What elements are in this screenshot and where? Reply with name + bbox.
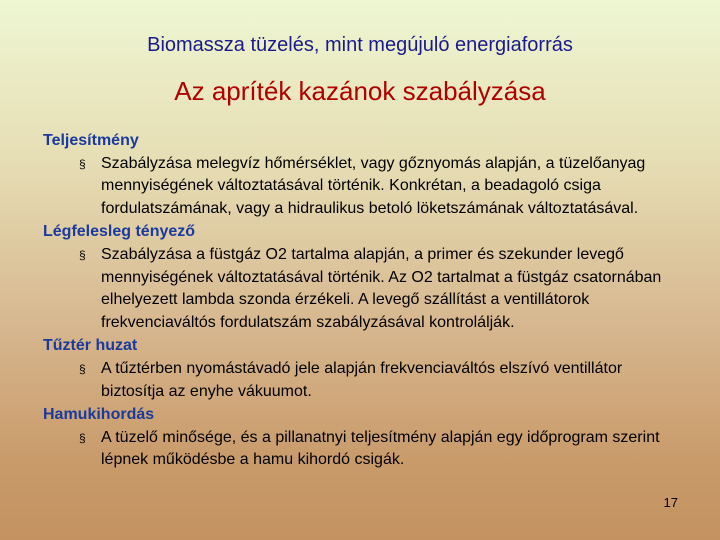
bullet-text: A tűztérben nyomástávadó jele alapján frekvenciaváltós elszívó ventillátor biztosítja az enyhe vákuumot. <box>101 359 623 400</box>
page-number: 17 <box>663 495 678 510</box>
bullet-item <box>43 358 683 403</box>
bullet-text: Szabályzása a füstgáz O2 tartalma alapján, a primer és szekunder levegő mennyiségének változtatásával történik. Az O2 tartalmat a füstgáz csatornában elhelyezett lambda szonda érzékeli. A levegő szállítást a ventillátorok frekvenciaváltós fordulatszám szabályzásával kontrolálják. <box>101 245 662 331</box>
bullet-item <box>43 153 683 221</box>
bullet-icon: § <box>79 247 86 262</box>
bullet-item <box>43 427 683 472</box>
slide-title: Az apríték kazánok szabályzása <box>174 76 546 106</box>
section-heading-legfelesleg: Légfelesleg tényező <box>43 223 196 241</box>
section-heading-hamukihordas: Hamukihordás <box>43 406 155 424</box>
bullet-icon: § <box>79 430 86 445</box>
bullet-icon: § <box>79 361 86 376</box>
bullet-icon: § <box>79 156 86 171</box>
section-heading-tuzter: Tűztér huzat <box>43 337 138 355</box>
slide-header: Biomassza tüzelés, mint megújuló energiaforrás <box>147 34 573 56</box>
bullet-item <box>43 244 683 334</box>
slide-content <box>43 130 683 473</box>
section-heading-teljesitmeny: Teljesítmény <box>43 132 139 149</box>
bullet-text: Szabályzása melegvíz hőmérséklet, vagy gőznyomás alapján, a tüzelőanyag mennyiségének változtatásával történik. Konkrétan, a beadagoló csiga fordulatszámának, vagy a hidraulikus betoló löketszámának változtatásával. <box>101 154 646 217</box>
bullet-text: A tüzelő minősége, és a pillanatnyi teljesítmény alapján egy időprogram szerint lépnek működésbe a hamu kihordó csigák. <box>101 428 660 469</box>
